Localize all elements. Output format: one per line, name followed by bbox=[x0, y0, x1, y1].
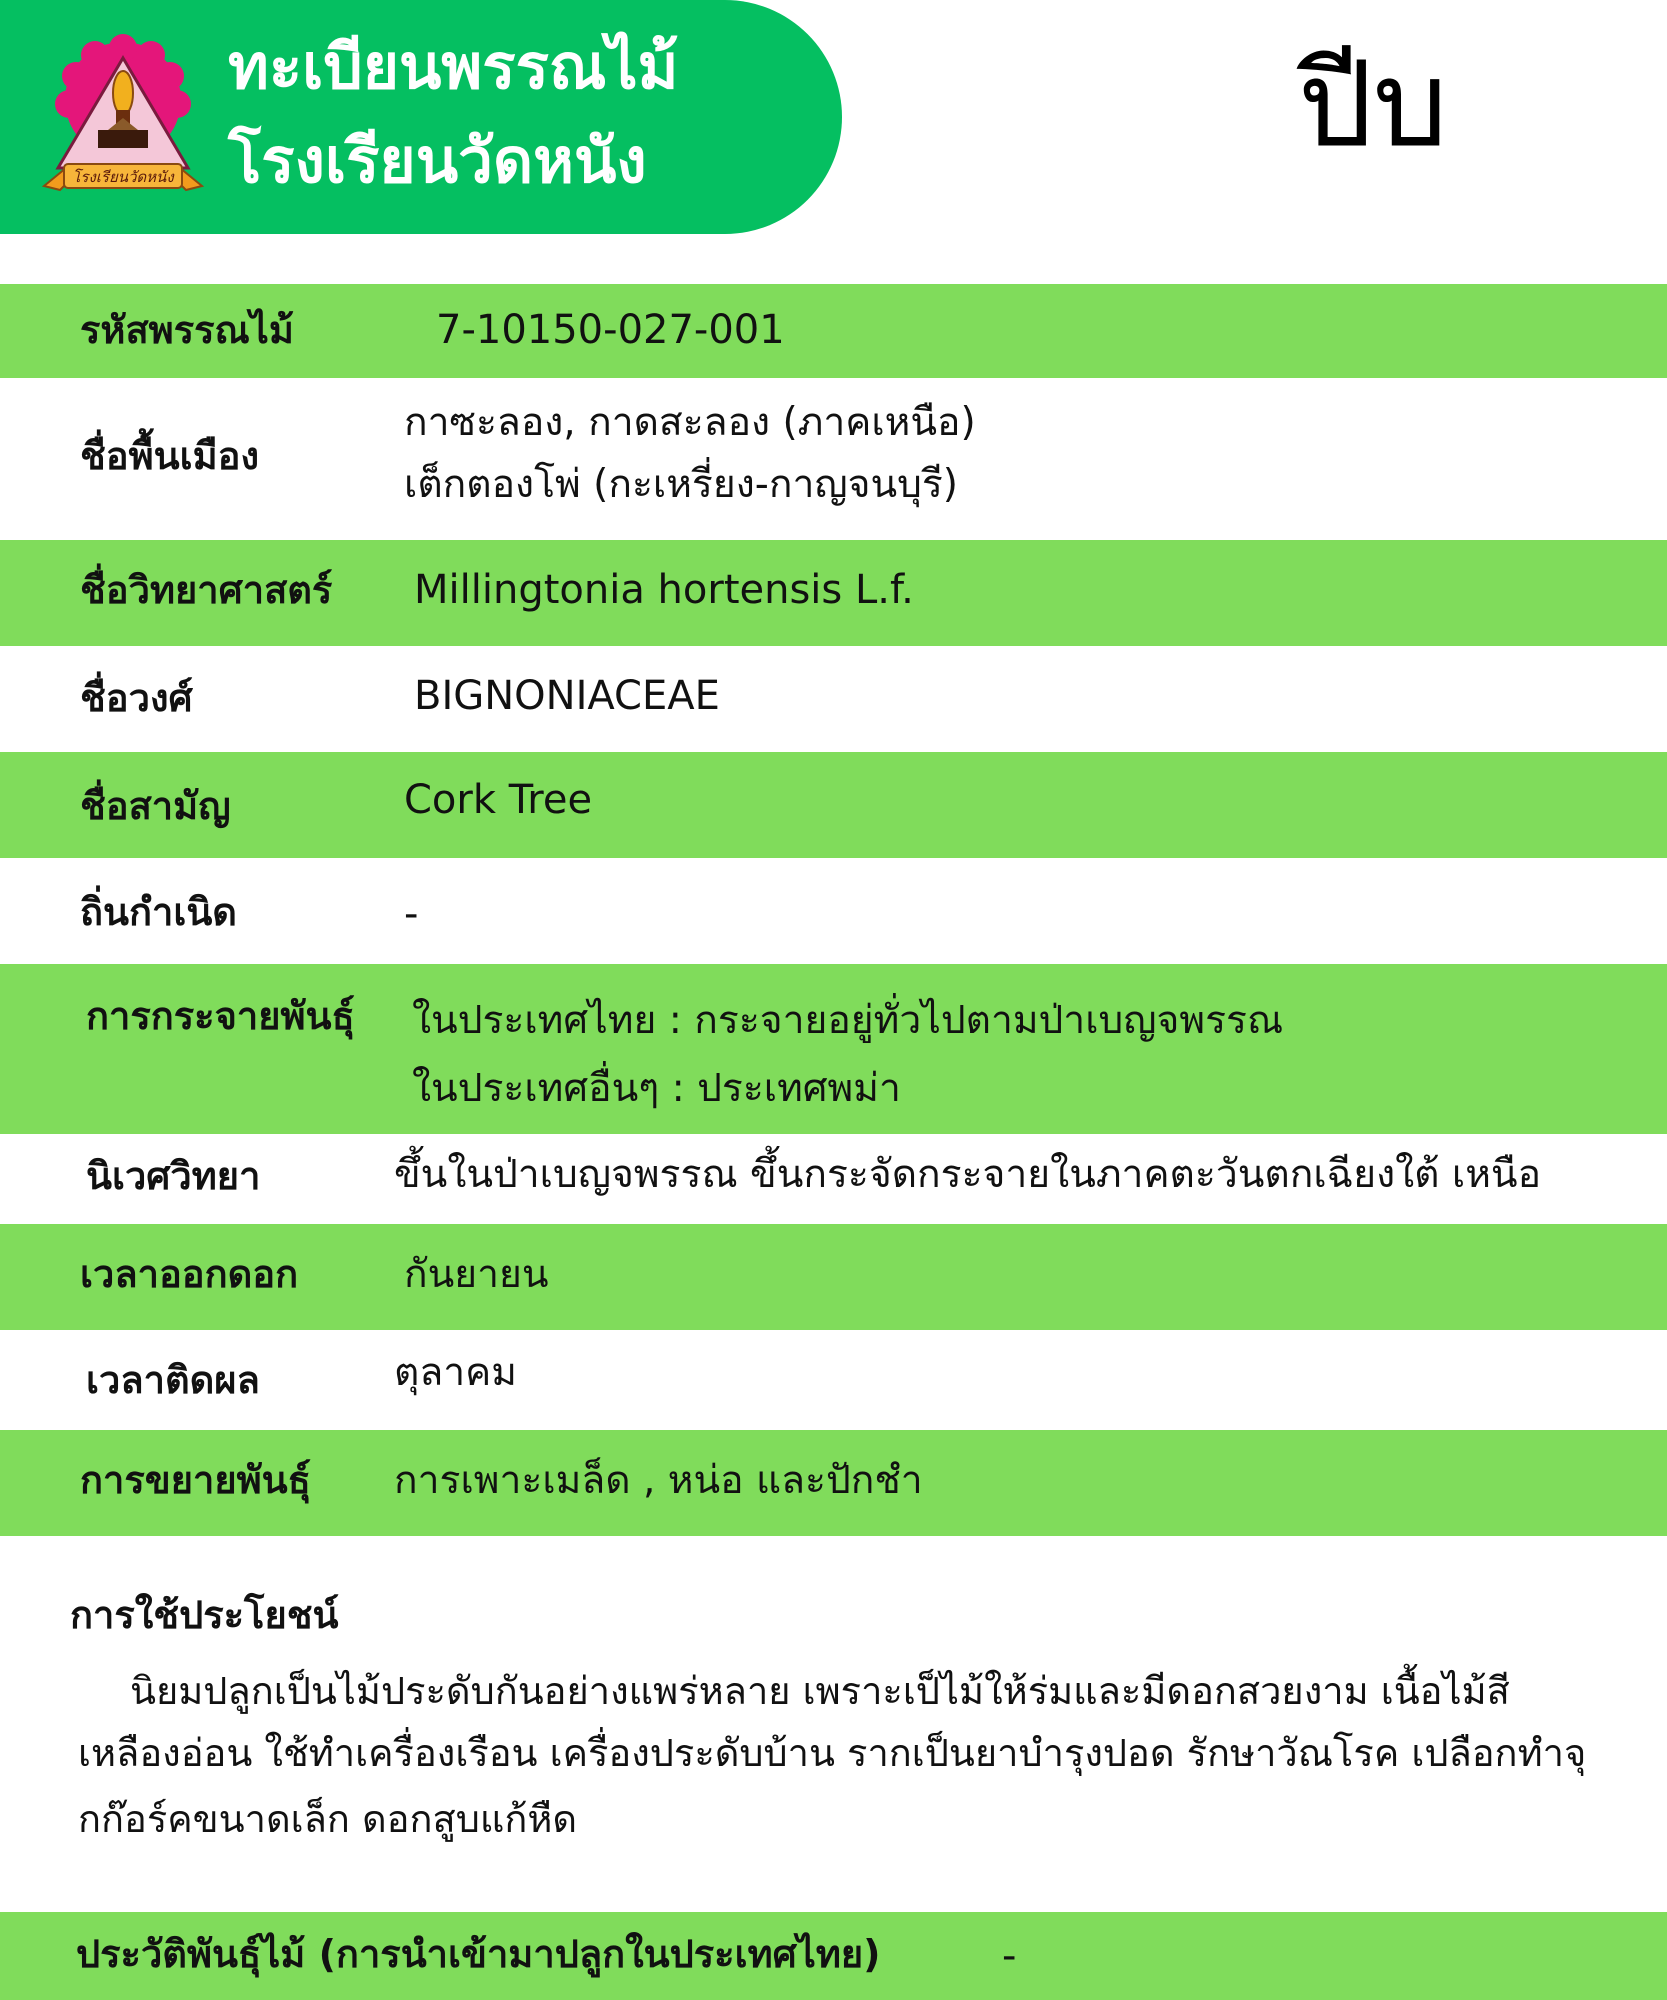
ecology-label: นิเวศวิทยา bbox=[86, 1154, 261, 1198]
row-code bbox=[0, 284, 1667, 378]
row-scientific-name bbox=[0, 540, 1667, 646]
family-value: BIGNONIACEAE bbox=[414, 673, 720, 719]
distribution-label: การกระจายพันธุ์ bbox=[86, 994, 355, 1038]
local-name-label: ชื่อพื้นเมือง bbox=[80, 434, 260, 478]
row-local-name bbox=[0, 378, 1667, 540]
common-name-label: ชื่อสามัญ bbox=[80, 784, 231, 828]
family-label: ชื่อวงศ์ bbox=[80, 676, 193, 720]
header-title-line1: ทะเบียนพรรณไม้ bbox=[228, 30, 679, 103]
scientific-name-label: ชื่อวิทยาศาสตร์ bbox=[80, 568, 333, 612]
row-origin bbox=[0, 858, 1667, 964]
origin-value: - bbox=[404, 891, 419, 937]
distribution-value-line2: ในประเทศอื่นๆ : ประเทศพม่า bbox=[412, 1066, 901, 1111]
row-fruiting bbox=[0, 1330, 1667, 1430]
header-title-line2: โรงเรียนวัดหนัง bbox=[228, 124, 647, 197]
usage-line3: กก๊อร์คขนาดเล็ก ดอกสูบแก้หืด bbox=[78, 1797, 578, 1841]
row-history bbox=[0, 1912, 1667, 2000]
row-common-name bbox=[0, 752, 1667, 858]
propagation-label: การขยายพันธุ์ bbox=[80, 1458, 311, 1502]
flowering-value: กันยายน bbox=[404, 1252, 549, 1297]
school-logo bbox=[36, 18, 210, 208]
usage-line2: เหลืองอ่อน ใช้ทำเครื่องเรือน เครื่องประดับบ้าน รากเป็นยาบำรุงปอด รักษาวัณโรค เปลือกทำจุ bbox=[78, 1731, 1587, 1775]
usage-line1: นิยมปลูกเป็นไม้ประดับกันอย่างแพร่หลาย เพราะเป็ไม้ให้ร่มและมีดอกสวยงาม เนื้อไม้สี bbox=[130, 1669, 1510, 1713]
row-flowering bbox=[0, 1224, 1667, 1330]
code-label: รหัสพรรณไม้ bbox=[80, 308, 294, 352]
code-value: 7-10150-027-001 bbox=[436, 307, 785, 353]
local-name-value-line2: เต็กตองโพ่ (กะเหรี่ยง-กาญจนบุรี) bbox=[404, 462, 959, 507]
history-value: - bbox=[1002, 1933, 1017, 1979]
common-name-value: Cork Tree bbox=[404, 777, 593, 823]
row-family bbox=[0, 646, 1667, 752]
flowering-label: เวลาออกดอก bbox=[80, 1252, 299, 1296]
row-propagation bbox=[0, 1430, 1667, 1536]
scientific-name-value: Millingtonia hortensis L.f. bbox=[414, 567, 914, 613]
distribution-value-line1: ในประเทศไทย : กระจายอยู่ทั่วไปตามป่าเบญจพรรณ bbox=[412, 998, 1284, 1043]
row-ecology bbox=[0, 1134, 1667, 1224]
local-name-value-line1: กาซะลอง, กาดสะลอง (ภาคเหนือ) bbox=[404, 400, 976, 445]
plant-name: ปีบ bbox=[1298, 35, 1448, 173]
origin-label: ถิ่นกำเนิด bbox=[80, 890, 237, 934]
propagation-value: การเพาะเมล็ด , หน่อ และปักชำ bbox=[394, 1458, 923, 1503]
logo-text: โรงเรียนวัดหนัง bbox=[72, 168, 174, 186]
row-distribution bbox=[0, 964, 1667, 1134]
fruiting-value: ตุลาคม bbox=[394, 1350, 517, 1395]
fruiting-label: เวลาติดผล bbox=[86, 1358, 260, 1402]
ecology-value: ขึ้นในป่าเบญจพรรณ ขึ้นกระจัดกระจายในภาคตะวันตกเฉียงใต้ เหนือ bbox=[394, 1152, 1541, 1197]
usage-title: การใช้ประโยชน์ bbox=[70, 1593, 339, 1637]
history-label: ประวัติพันธุ์ไม้ (การนำเข้ามาปลูกในประเทศไทย) bbox=[76, 1932, 881, 1976]
